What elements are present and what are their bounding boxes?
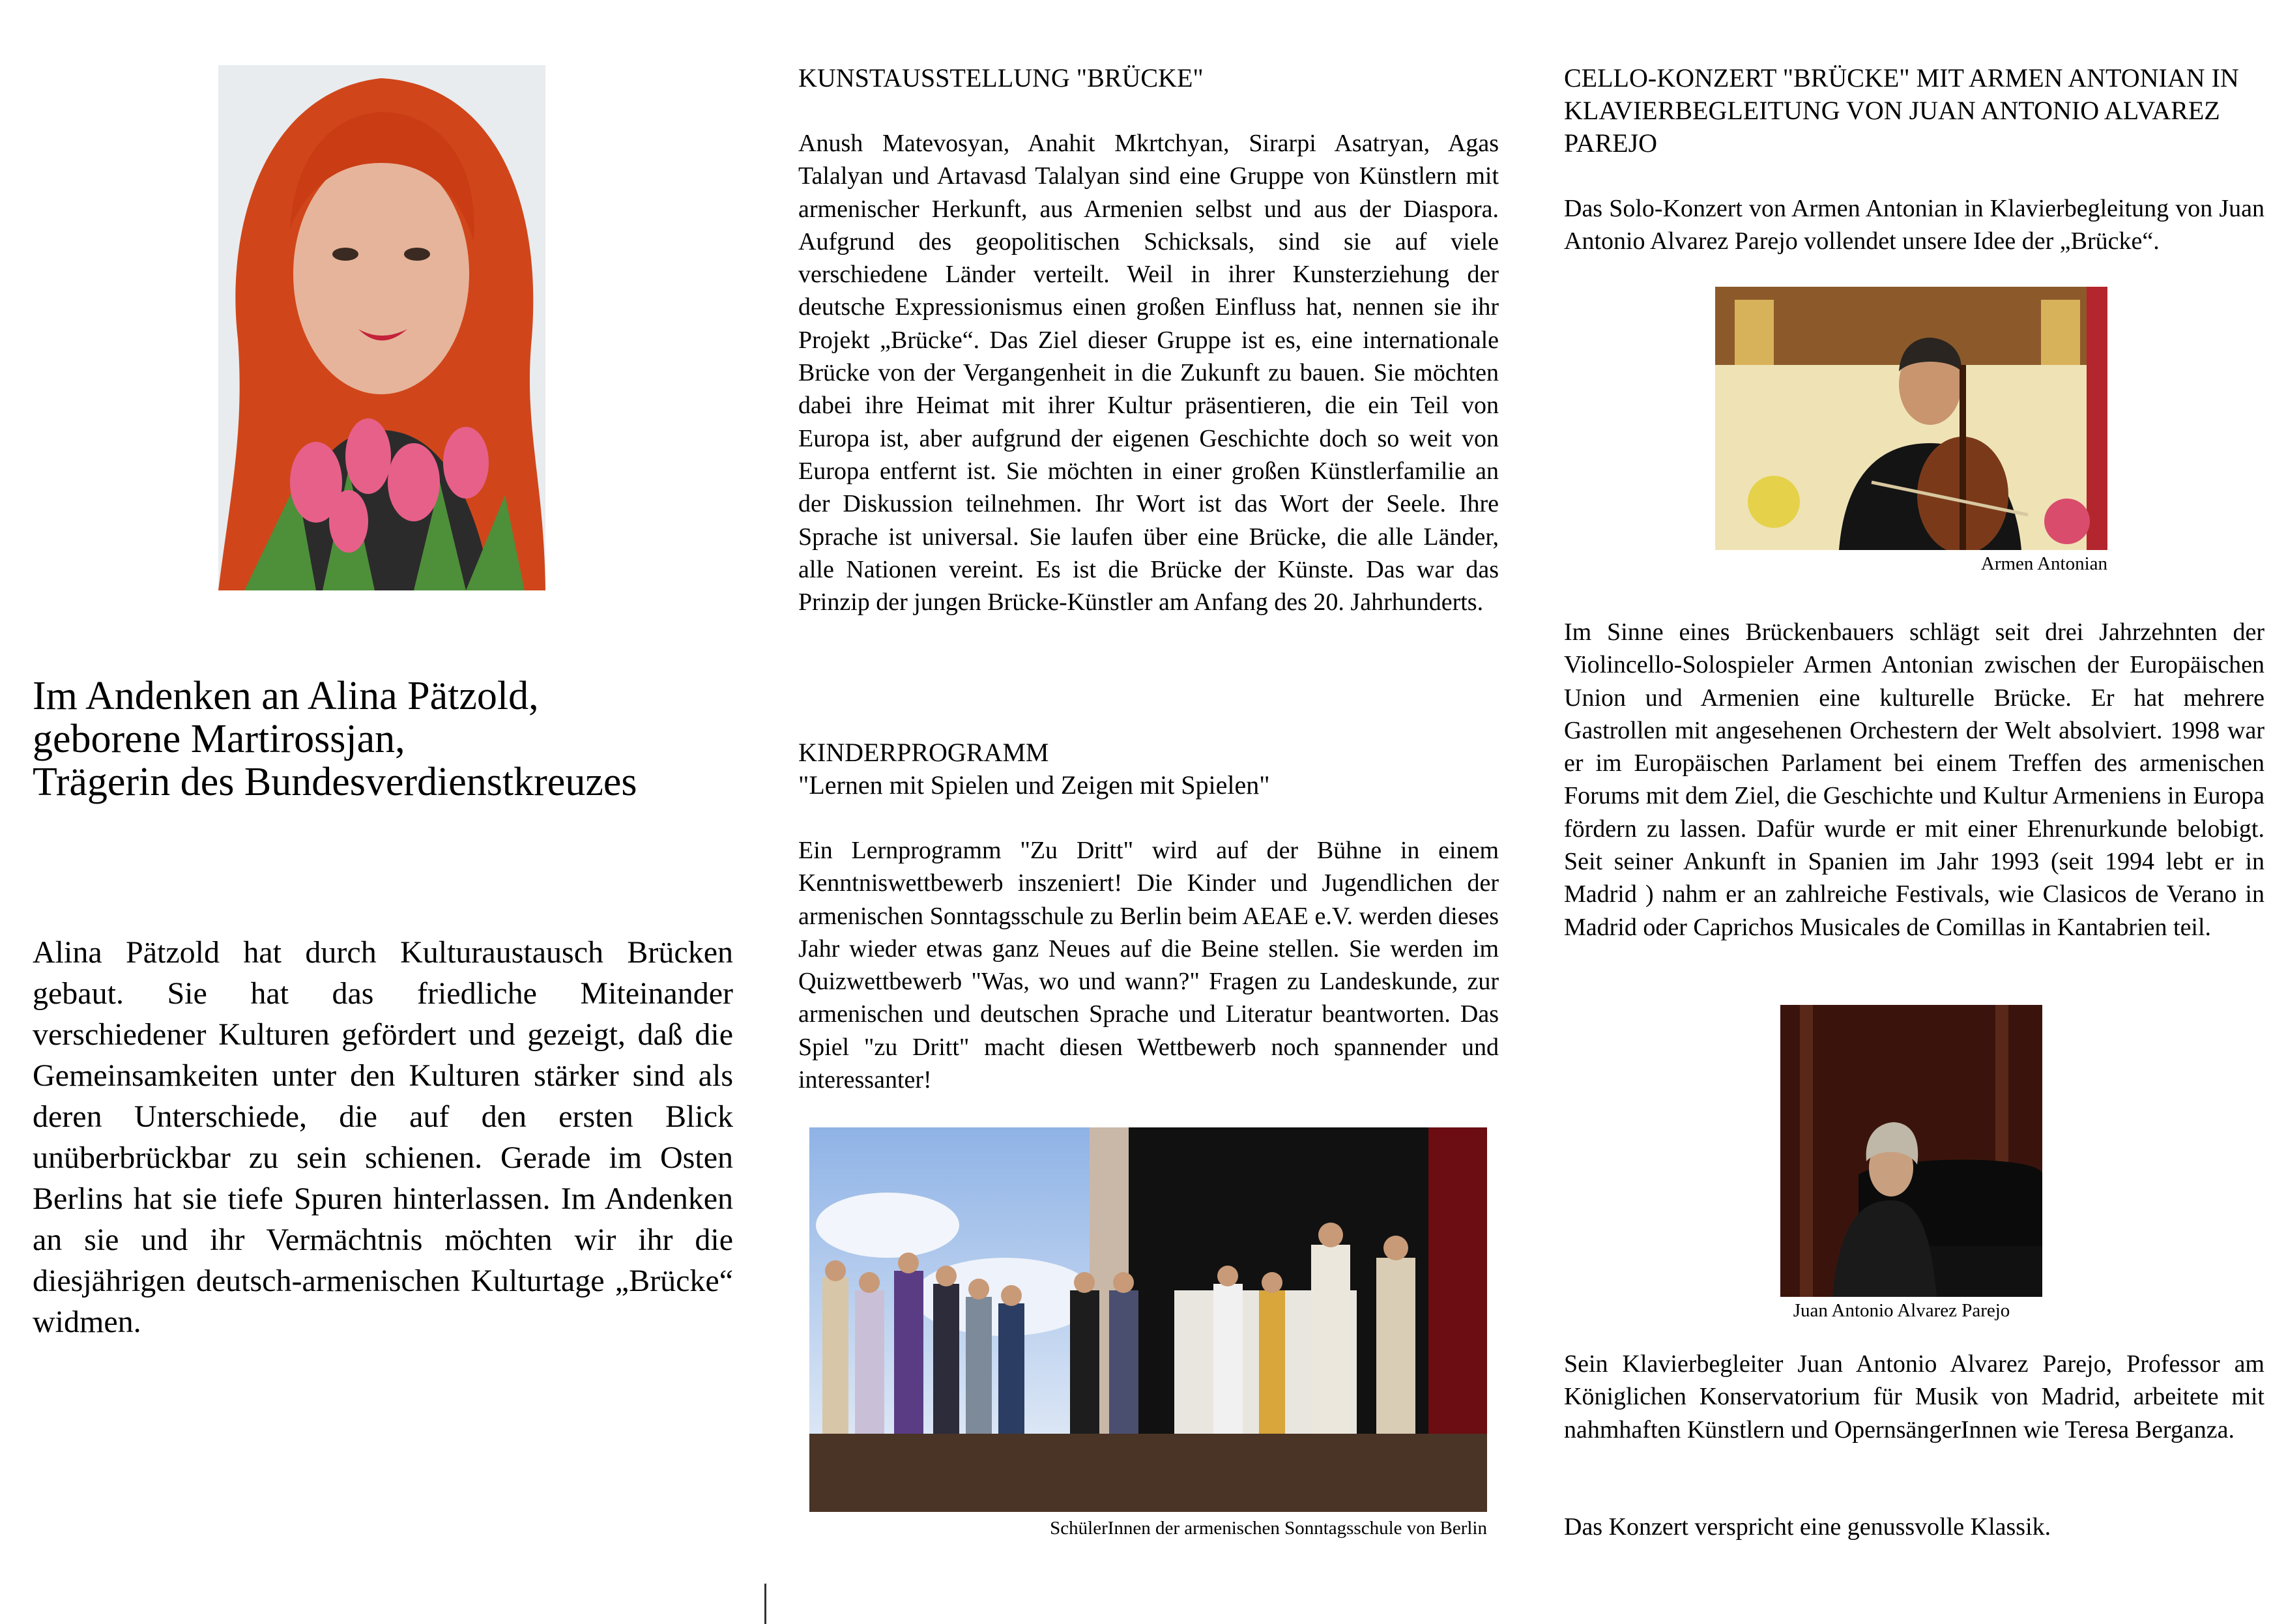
portrait-photo bbox=[218, 65, 545, 590]
column-divider bbox=[764, 1584, 766, 1624]
kinderprogramm-subtitle: "Lernen mit Spielen und Zeigen mit Spielen" bbox=[798, 770, 1270, 800]
juan-antonio-paragraph: Sein Klavierbegleiter Juan Antonio Alvarez Parejo, Professor am Königlichen Konservatorium für Musik von Madrid, arbeitete mit nahmhaften Künstlern und OpernsängerInnen wie Teresa Berganza. bbox=[1564, 1350, 2264, 1443]
memorial-title-line: Im Andenken an Alina Pätzold, bbox=[33, 674, 539, 718]
children-on-stage-photo-icon bbox=[809, 1127, 1487, 1512]
cello-heading-line: CELLO-KONZERT "BRÜCKE" MIT ARMEN ANTONIAN IN bbox=[1564, 63, 2239, 93]
concert-closing-line: Das Konzert verspricht eine genussvolle Klassik. bbox=[1564, 1513, 2051, 1541]
armen-antonian-paragraph: Im Sinne eines Brückenbauers schlägt seit drei Jahrzehnten der Violincello-Solospieler Armen Antonian zwischen der Europäischen Union und Armenien eine kulturelle Brücke. Er hat mehrere Gastrollen mit angesehenen Orchestern der Welt absolviert. 1998 war er im Europäischen Parlament bei einem Treffen des armenischen Forums mit dem Ziel, die Geschichte und Kultur Armeniens in Europa fördern zu lassen. Dafür wurde er mit einer Ehrenurkunde belobigt. Seit seiner Ankunft in Spanien im Jahr 1993 (seit 1994 lebt er in Madrid ) nahm er an zahlreiche Festivals, wie Clasicos de Verano in Madrid oder Caprichos Musicales de Comillas in Kantabrien teil. bbox=[1564, 618, 2264, 941]
cello-heading-line: PAREJO bbox=[1564, 128, 1658, 158]
kinderprogramm-paragraph: Ein Lernprogramm "Zu Dritt" wird auf der Bühne in einem Kenntniswettbewerb inszeniert! Die Kinder und Jugendlichen der armenischen Sonntagsschule zu Berlin beim AEAE e.V. werden dieses Jahr wieder etwas ganz Neues auf die Beine stellen. Sie werden im Quizwettbewerb "Was, wo und wann?" Fragen zu Landeskunde, zur armenischen und deutschen Sprache und Literatur beantworten. Das Spiel "zu Dritt" macht diesen Wettbewerb noch spannender und interessanter! bbox=[798, 837, 1499, 1094]
pianist-photo-icon bbox=[1780, 1005, 2042, 1297]
memorial-paragraph: Alina Pätzold hat durch Kulturaustausch Brücken gebaut. Sie hat das friedliche Miteinander verschiedener Kulturen gefördert und gezeigt, daß die Gemeinsamkeiten unter den Kulturen stärker sind als deren Unterschiede, die auf den ersten Blick unüberbrückbar zu sein schienen. Gerade im Osten Berlins hat sie tiefe Spuren hinterlassen. Im Andenken an sie und ihr Vermächtnis möchten wir ihr die diesjährigen deutsch-armenischen Kulturtage „Brücke“ widmen. bbox=[33, 935, 733, 1339]
cello-concert-heading bbox=[1564, 62, 2264, 160]
cellist-photo-icon bbox=[1715, 287, 2107, 550]
armen-antonian-photo bbox=[1715, 287, 2107, 550]
children-stage-photo bbox=[809, 1127, 1487, 1512]
portrait-woman-with-tulips-icon bbox=[218, 65, 545, 590]
juan-photo-caption: Juan Antonio Alvarez Parejo bbox=[1793, 1300, 2010, 1321]
juan-antonio-photo bbox=[1780, 1005, 2042, 1297]
kunstausstellung-heading: KUNSTAUSSTELLUNG "BRÜCKE" bbox=[798, 63, 1204, 93]
armen-photo-caption: Armen Antonian bbox=[1980, 553, 2107, 574]
memorial-title bbox=[33, 674, 736, 804]
cello-heading-line: KLAVIERBEGLEITUNG VON JUAN ANTONIO ALVAREZ bbox=[1564, 96, 2220, 125]
cello-intro-paragraph: Das Solo-Konzert von Armen Antonian in Klavierbegleitung von Juan Antonio Alvarez Parejo vollendet unsere Idee der „Brücke“. bbox=[1564, 195, 2264, 255]
memorial-title-line: geborene Martirossjan, bbox=[33, 717, 405, 761]
children-photo-caption: SchülerInnen der armenischen Sonntagsschule von Berlin bbox=[1050, 1518, 1487, 1539]
kinderprogramm-heading: KINDERPROGRAMM bbox=[798, 738, 1049, 767]
kunstausstellung-paragraph: Anush Matevosyan, Anahit Mkrtchyan, Sirarpi Asatryan, Agas Talalyan und Artavasd Talalyan sind eine Gruppe von Künstlern mit armenischer Herkunft, aus Armenien selbst und aus der Diaspora. Aufgrund des geopolitischen Schicksals, sind sie auf viele verschiedene Länder verteilt. Weil in ihrer Kunsterziehung der deutsche Expressionismus einen großen Einfluss hat, nennen sie ihr Projekt „Brücke“. Das Ziel dieser Gruppe ist es, eine internationale Brücke von der Vergangenheit in die Zukunft zu bauen. Sie möchten dabei ihre Heimat mit ihrer Kultur präsentieren, die ein Teil von Europa ist, aber aufgrund der eigenen Geschichte doch so weit von Europa entfernt ist. Sie möchten in einer großen Künstlerfamilie an der Diskussion teilnehmen. Ihr Wort ist das Wort der Seele. Ihre Sprache ist universal. Sie laufen über eine Brücke, die alle Länder, alle Nationen vereint. Es ist die Brücke der Künste. Das war das Prinzip der jungen Brücke-Künstler am Anfang des 20. Jahrhunderts. bbox=[798, 130, 1499, 616]
memorial-title-line: Trägerin des Bundesverdienstkreuzes bbox=[33, 760, 637, 804]
